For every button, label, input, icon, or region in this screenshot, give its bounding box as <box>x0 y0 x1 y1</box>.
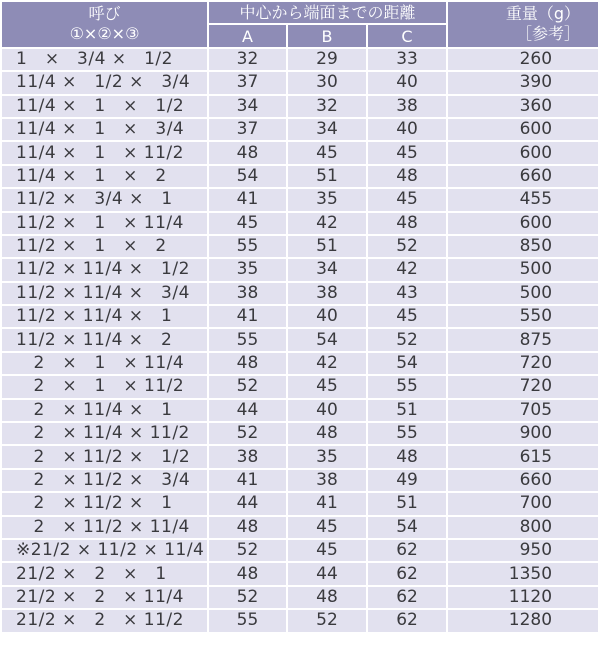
weight-cell: 600 <box>448 213 598 234</box>
table-row <box>2 423 598 444</box>
size-header-sub: ①×②×③ <box>69 24 140 44</box>
size-cell: 11/2 × 1 × 11/4 <box>2 213 207 234</box>
distance-a-cell: 55 <box>209 236 286 257</box>
distance-b-cell: 34 <box>288 119 366 140</box>
distance-c-cell: 43 <box>368 283 446 304</box>
distance-a-cell: 45 <box>209 213 286 234</box>
weight-cell: 550 <box>448 306 598 327</box>
distance-c-cell: 33 <box>368 49 446 70</box>
table-row <box>2 517 598 538</box>
distance-b-cell: 38 <box>288 283 366 304</box>
weight-cell: 950 <box>448 540 598 561</box>
distance-a-cell: 41 <box>209 306 286 327</box>
size-header-title: 呼び <box>88 4 121 24</box>
distance-b-cell: 48 <box>288 423 366 444</box>
distance-c-cell: 45 <box>368 306 446 327</box>
size-cell: 11/2 × 11/4 × 1/2 <box>2 259 207 280</box>
distance-b-cell: 29 <box>288 49 366 70</box>
distance-a-cell: 52 <box>209 376 286 397</box>
table-row <box>2 610 598 631</box>
distance-b-cell: 45 <box>288 376 366 397</box>
distance-c-cell: 54 <box>368 517 446 538</box>
distance-a-cell: 38 <box>209 446 286 467</box>
distance-b-cell: 54 <box>288 329 366 350</box>
distance-a-cell: 34 <box>209 96 286 117</box>
size-cell: 21/2 × 2 × 11/2 <box>2 610 207 631</box>
table-row <box>2 96 598 117</box>
size-cell: ※21/2 × 11/2 × 11/4 <box>2 540 207 561</box>
distance-b-cell: 44 <box>288 563 366 584</box>
distance-c-cell: 48 <box>368 166 446 187</box>
table-row <box>2 166 598 187</box>
weight-cell: 360 <box>448 96 598 117</box>
distance-b-cell: 51 <box>288 236 366 257</box>
size-cell: 2 × 11/2 × 1 <box>2 493 207 514</box>
distance-c-cell: 45 <box>368 142 446 163</box>
weight-cell: 600 <box>448 119 598 140</box>
distance-b-cell: 41 <box>288 493 366 514</box>
table-row <box>2 493 598 514</box>
table-row <box>2 470 598 491</box>
size-cell: 11/4 × 1/2 × 3/4 <box>2 72 207 93</box>
distance-header: 中心から端面までの距離 <box>209 2 446 23</box>
distance-a-cell: 52 <box>209 423 286 444</box>
distance-b-cell: 32 <box>288 96 366 117</box>
table-row <box>2 306 598 327</box>
size-cell: 2 × 11/4 × 11/2 <box>2 423 207 444</box>
weight-cell: 260 <box>448 49 598 70</box>
distance-c-cell: 40 <box>368 72 446 93</box>
size-cell: 1 × 3/4 × 1/2 <box>2 49 207 70</box>
weight-cell: 455 <box>448 189 598 210</box>
distance-a-cell: 44 <box>209 493 286 514</box>
table-row <box>2 189 598 210</box>
weight-cell: 615 <box>448 446 598 467</box>
table-row <box>2 376 598 397</box>
size-header <box>2 2 207 47</box>
distance-a-cell: 48 <box>209 517 286 538</box>
col-a-header: A <box>209 25 286 46</box>
weight-cell: 1280 <box>448 610 598 631</box>
table-row <box>2 353 598 374</box>
distance-b-cell: 48 <box>288 587 366 608</box>
size-cell: 11/4 × 1 × 11/2 <box>2 142 207 163</box>
distance-c-cell: 48 <box>368 213 446 234</box>
distance-a-cell: 37 <box>209 72 286 93</box>
distance-c-cell: 40 <box>368 119 446 140</box>
distance-c-cell: 49 <box>368 470 446 491</box>
distance-c-cell: 52 <box>368 329 446 350</box>
distance-a-cell: 41 <box>209 189 286 210</box>
size-cell: 11/4 × 1 × 3/4 <box>2 119 207 140</box>
weight-cell: 705 <box>448 400 598 421</box>
table-row <box>2 587 598 608</box>
weight-cell: 700 <box>448 493 598 514</box>
weight-cell: 800 <box>448 517 598 538</box>
distance-c-cell: 62 <box>368 540 446 561</box>
distance-c-cell: 51 <box>368 493 446 514</box>
size-cell: 2 × 11/2 × 11/4 <box>2 517 207 538</box>
distance-a-cell: 48 <box>209 353 286 374</box>
weight-cell: 875 <box>448 329 598 350</box>
distance-a-cell: 35 <box>209 259 286 280</box>
distance-b-cell: 30 <box>288 72 366 93</box>
distance-b-cell: 38 <box>288 470 366 491</box>
table-row <box>2 213 598 234</box>
distance-b-cell: 40 <box>288 400 366 421</box>
distance-b-cell: 45 <box>288 540 366 561</box>
distance-b-cell: 45 <box>288 517 366 538</box>
weight-header <box>448 2 598 47</box>
size-cell: 21/2 × 2 × 11/4 <box>2 587 207 608</box>
size-cell: 2 × 11/4 × 1 <box>2 400 207 421</box>
size-cell: 2 × 1 × 11/4 <box>2 353 207 374</box>
distance-b-cell: 52 <box>288 610 366 631</box>
distance-c-cell: 55 <box>368 376 446 397</box>
distance-a-cell: 37 <box>209 119 286 140</box>
size-cell: 11/2 × 1 × 2 <box>2 236 207 257</box>
table-row <box>2 259 598 280</box>
table-row <box>2 283 598 304</box>
distance-a-cell: 41 <box>209 470 286 491</box>
distance-c-cell: 55 <box>368 423 446 444</box>
weight-cell: 600 <box>448 142 598 163</box>
weight-header-title: 重量（g） <box>505 4 581 24</box>
distance-b-cell: 42 <box>288 353 366 374</box>
distance-c-cell: 48 <box>368 446 446 467</box>
table-row <box>2 142 598 163</box>
weight-cell: 660 <box>448 166 598 187</box>
size-cell: 11/2 × 3/4 × 1 <box>2 189 207 210</box>
table-row <box>2 49 598 70</box>
table-row <box>2 400 598 421</box>
distance-a-cell: 54 <box>209 166 286 187</box>
distance-a-cell: 55 <box>209 329 286 350</box>
weight-cell: 900 <box>448 423 598 444</box>
table-row <box>2 236 598 257</box>
distance-a-cell: 52 <box>209 540 286 561</box>
col-c-header: C <box>368 25 446 46</box>
distance-c-cell: 52 <box>368 236 446 257</box>
distance-c-cell: 45 <box>368 189 446 210</box>
distance-a-cell: 32 <box>209 49 286 70</box>
size-cell: 11/2 × 11/4 × 2 <box>2 329 207 350</box>
distance-a-cell: 52 <box>209 587 286 608</box>
col-b-header: B <box>288 25 366 46</box>
distance-b-cell: 51 <box>288 166 366 187</box>
distance-b-cell: 34 <box>288 259 366 280</box>
distance-a-cell: 48 <box>209 142 286 163</box>
distance-b-cell: 42 <box>288 213 366 234</box>
distance-c-cell: 62 <box>368 587 446 608</box>
distance-a-cell: 38 <box>209 283 286 304</box>
weight-cell: 390 <box>448 72 598 93</box>
distance-b-cell: 35 <box>288 189 366 210</box>
table-row <box>2 72 598 93</box>
header-row-1 <box>2 2 598 23</box>
table-body <box>2 49 598 632</box>
weight-cell: 660 <box>448 470 598 491</box>
size-cell: 11/4 × 1 × 2 <box>2 166 207 187</box>
table-row <box>2 540 598 561</box>
table-row <box>2 446 598 467</box>
distance-b-cell: 45 <box>288 142 366 163</box>
distance-c-cell: 42 <box>368 259 446 280</box>
size-cell: 21/2 × 2 × 1 <box>2 563 207 584</box>
table-row <box>2 329 598 350</box>
distance-c-cell: 62 <box>368 610 446 631</box>
weight-cell: 850 <box>448 236 598 257</box>
size-cell: 11/2 × 11/4 × 3/4 <box>2 283 207 304</box>
size-cell: 11/4 × 1 × 1/2 <box>2 96 207 117</box>
size-cell: 2 × 11/2 × 3/4 <box>2 470 207 491</box>
weight-cell: 1120 <box>448 587 598 608</box>
distance-b-cell: 40 <box>288 306 366 327</box>
table-row <box>2 119 598 140</box>
weight-cell: 500 <box>448 283 598 304</box>
weight-cell: 720 <box>448 353 598 374</box>
distance-b-cell: 35 <box>288 446 366 467</box>
distance-a-cell: 44 <box>209 400 286 421</box>
size-cell: 2 × 1 × 11/2 <box>2 376 207 397</box>
distance-c-cell: 54 <box>368 353 446 374</box>
distance-c-cell: 38 <box>368 96 446 117</box>
table-row <box>2 563 598 584</box>
weight-cell: 1350 <box>448 563 598 584</box>
weight-header-sub: ［参考］ <box>516 24 581 44</box>
distance-c-cell: 62 <box>368 563 446 584</box>
distance-a-cell: 55 <box>209 610 286 631</box>
size-cell: 11/2 × 11/4 × 1 <box>2 306 207 327</box>
distance-c-cell: 51 <box>368 400 446 421</box>
weight-cell: 720 <box>448 376 598 397</box>
distance-a-cell: 48 <box>209 563 286 584</box>
size-cell: 2 × 11/2 × 1/2 <box>2 446 207 467</box>
weight-cell: 500 <box>448 259 598 280</box>
